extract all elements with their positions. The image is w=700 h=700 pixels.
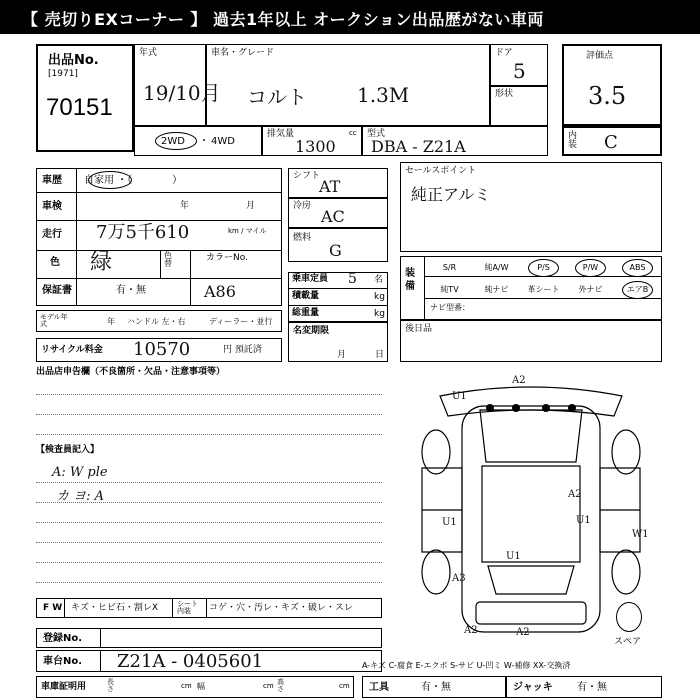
color-code-label: カラーNo. [206,253,248,263]
equipment-circle [575,259,606,277]
doors-box [490,44,548,86]
registration-box [36,628,382,648]
cert-length: 長さ [107,678,114,693]
gross-unit: kg [374,309,385,319]
equipment-item: 純TV [440,285,459,294]
jack-value: 有・無 [577,682,607,693]
fuel-box [288,228,388,262]
score-label: 評価点 [586,51,614,61]
displacement-unit: cc [349,129,357,137]
equipment-navi: ナビ型番： [430,303,470,312]
capacity-unit: 名 [374,275,384,285]
diagram-mark-9: A2 [516,627,530,638]
legend-box [36,598,382,618]
ac-label: 冷房 [293,201,312,211]
legend-fw: F W [43,603,63,613]
warranty-value: 有・無 [116,285,146,296]
chassis-box [36,650,382,672]
model-year-box [36,310,282,332]
diagram-mark-8: U1 [576,515,591,526]
legend-seat: シート内装 [177,600,198,615]
history-label: 車歴 [42,175,62,186]
banner [0,0,700,34]
lot-number: 70151 [46,94,113,121]
chassis-value: Z21A - 0405601 [117,651,264,672]
inspector-note-1: A: W ple [52,465,108,480]
rear-seat-box [400,320,662,362]
rear-seat-label: 後日品 [405,324,433,334]
year-value: 19/10月 [143,81,221,105]
model-year-handle: ハンドル 左・右 [127,317,186,326]
cert-unit-3: cm [339,682,350,690]
cert-width: 幅 [197,682,205,691]
displacement-box [262,126,362,156]
model-value: DBA - Z21A [371,137,466,156]
warranty-label: 保証書 [42,285,72,296]
lot-box [36,44,134,152]
diagram-mark-7: A2 [464,625,478,636]
shape-box [490,86,548,126]
interior-box [562,126,662,156]
cert-unit-2: cm [263,682,274,690]
change-date-day: 日 [375,350,385,360]
equipment-label: 装備 [405,268,415,292]
jack-box [506,676,662,698]
codes-legend: A-キズ C-腐食 E-エクボ S-サビ U-凹ミ W-補修 XX-交換済 [362,661,571,670]
displacement-value: 1300 [295,137,336,156]
capacity-value: 5 [348,271,357,287]
color-label: 色 [50,257,60,268]
year-label: 年式 [139,48,158,58]
score-value: 3.5 [588,82,627,110]
mileage-value: 7万5千610 [96,222,190,243]
tools-label: 工具 [369,682,389,693]
diagram-mark-2: U1 [452,391,467,402]
model-year-label: モデル年式 [40,313,68,328]
shift-value: AT [319,177,341,196]
capacity-label: 乗車定員 [292,274,329,284]
load-unit: kg [374,292,385,302]
spare-icon [616,602,642,632]
equipment-item: エアB [626,285,649,294]
displacement-label: 排気量 [267,129,295,139]
inspection-year: 年 [180,201,190,211]
recycle-label: リサイクル料金 [41,345,103,355]
load-label: 積載量 [292,291,320,301]
drive-box [134,126,262,156]
shift-label: シフト [293,171,321,181]
diagram-mark-5: U1 [506,551,521,562]
car-box [206,44,490,126]
sales-point-box [400,162,662,252]
doors-label: ドア [495,48,513,58]
score-box [562,44,662,126]
inspection-label: 車検 [42,201,62,212]
model-box [362,126,548,156]
drive-2wd-text: 2WD [161,136,185,147]
equipment-item: P/W [582,263,599,272]
diagram-mark-10: W1 [632,529,649,540]
tools-value: 有・無 [421,682,451,693]
sales-point-value: 純正アルミ [411,185,491,204]
equipment-item: ABS [629,263,646,272]
diagram-mark-3: A2 [568,489,582,500]
equipment-circle [528,259,559,277]
jack-label: ジャッキ [513,682,553,693]
cert-height: 高さ [277,678,284,693]
shift-box [288,168,388,198]
equipment-item: 外ナビ [578,285,603,294]
recycle-box [36,338,282,362]
tools-box [362,676,506,698]
change-date-label: 名変期限 [293,326,330,336]
inspection-month: 月 [246,201,256,211]
legend-fw-items: キズ・ヒビ石・割レX [71,603,158,613]
registration-label: 登録No. [43,633,83,644]
shape-label: 形状 [495,89,514,99]
car-grade: 1.3M [357,83,410,107]
diagram-mark-4: U1 [442,517,457,528]
mileage-unit: km / マイル [228,227,267,235]
equipment-circle [622,259,653,277]
equipment-item: S/R [442,263,457,272]
diagram-mark-1: A2 [512,375,526,386]
notes-header: 出品店申告欄（不良箇所・欠品・注意事項等） [36,367,226,377]
legend-seat-items: コゲ・穴・汚レ・キズ・破レ・スレ [209,603,353,613]
banner-text: 【 売切りEXコーナー 】 過去1年以上 オークション出品歴がない車両 [22,10,544,29]
change-date-month: 月 [337,350,347,360]
car-name: コルト [247,85,307,109]
interior-label: 内装 [568,131,578,150]
cert-label: 車庫証明用 [41,682,87,692]
diagram-mark-6: A3 [452,573,466,584]
history-value: 自家用 ・（ ） [84,175,183,186]
equipment-item: 革シート [527,285,560,294]
fuel-value: G [329,241,342,260]
equipment-item: 純ナビ [484,285,509,294]
equipment-circle [622,281,653,299]
year-box [134,44,221,126]
cert-unit-1: cm [181,682,192,690]
inspector-note-2: カ ヨ: A [56,489,105,504]
model-label: 型式 [367,129,386,139]
lot-label: 出品No. [48,53,99,68]
color-value: 緑 [90,250,113,275]
doors-value: 5 [513,59,526,83]
color-code: A86 [204,282,236,301]
car-diagram [400,376,662,638]
fuel-label: 燃料 [293,233,312,243]
ac-box [288,198,388,228]
inspector-header: 【検査員記入】 [36,445,100,455]
car-label: 車名・グレード [211,48,275,58]
drive-sep: ・ [199,136,209,147]
change-date-box [288,322,388,362]
gross-label: 総重量 [292,308,320,318]
drive-4wd: 4WD [211,136,235,147]
color-repaint: 色替 [164,251,172,268]
mileage-label: 走行 [42,229,62,240]
chassis-label: 車台No. [43,656,83,667]
cert-box [36,676,354,698]
equipment-item: P/S [537,263,550,272]
spare-label: スペア [614,637,642,647]
history-circle [88,171,132,189]
ac-value: AC [321,207,345,226]
sales-point-label: セールスポイント [405,166,477,176]
interior-value: C [604,132,618,153]
equipment-item: 純A/W [484,263,509,272]
recycle-unit: 円 預託済 [223,345,262,355]
model-year-year: 年 [107,317,115,326]
model-year-dealer: ディーラー・並行 [209,317,273,326]
lot-sub: [1971] [48,69,78,79]
recycle-value: 10570 [133,339,191,360]
